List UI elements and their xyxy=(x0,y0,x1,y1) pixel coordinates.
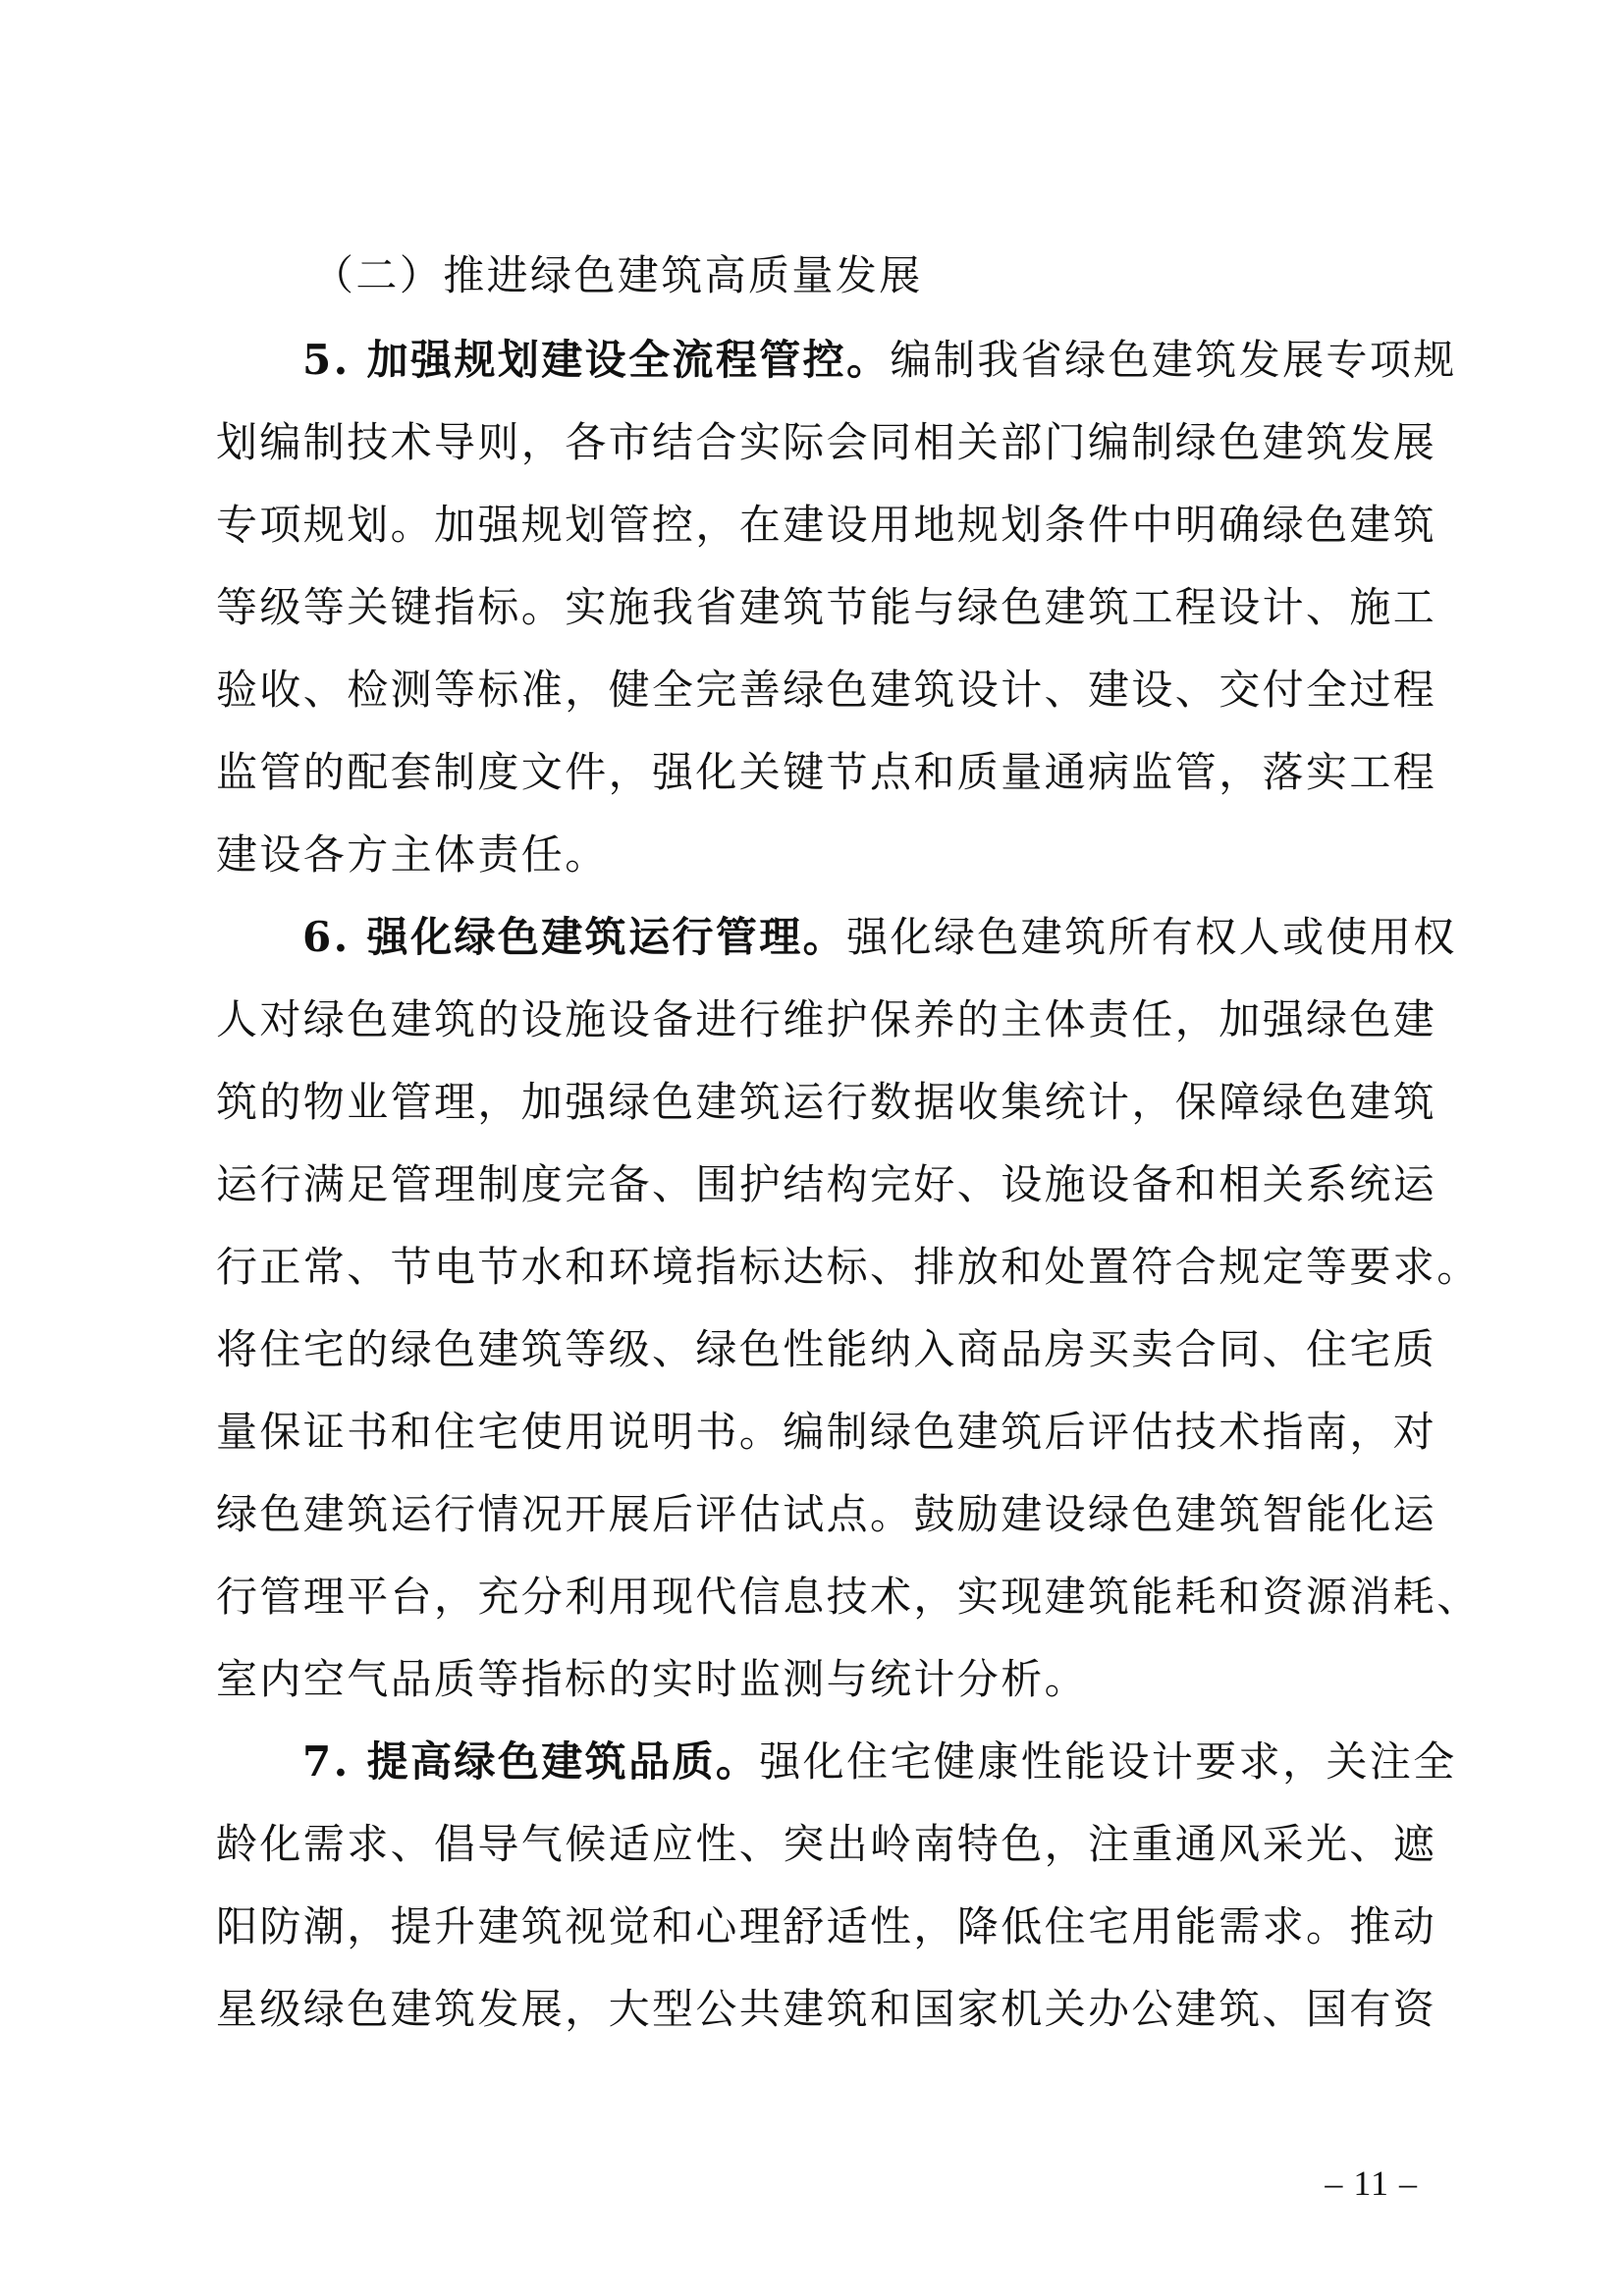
paragraph-line: 人对绿色建筑的设施设备进行维护保养的主体责任，加强绿色建 xyxy=(216,995,1437,1043)
paragraph-line: 绿色建筑运行情况开展后评估试点。鼓励建设绿色建筑智能化运 xyxy=(216,1490,1437,1538)
paragraph-line: 运行满足管理制度完备、围护结构完好、设施设备和相关系统运 xyxy=(216,1160,1437,1208)
paragraph-line: 等级等关键指标。实施我省建筑节能与绿色建筑工程设计、施工 xyxy=(216,583,1437,631)
item-6-title: 6. 强化绿色建筑运行管理。 xyxy=(302,913,847,961)
item-7-text: 强化住宅健康性能设计要求，关注全 xyxy=(759,1737,1457,1786)
section-heading: （二）推进绿色建筑高质量发展 xyxy=(312,251,923,299)
paragraph-line: 行管理平台，充分利用现代信息技术，实现建筑能耗和资源消耗、 xyxy=(216,1573,1481,1621)
paragraph-line: 龄化需求、倡导气候适应性、突出岭南特色，注重通风采光、遮 xyxy=(216,1820,1437,1868)
paragraph-item-5-first-line xyxy=(302,330,1514,391)
item-5-text: 编制我省绿色建筑发展专项规 xyxy=(890,336,1457,384)
paragraph-item-7-first-line xyxy=(302,1732,1514,1792)
paragraph-line: 筑的物业管理，加强绿色建筑运行数据收集统计，保障绿色建筑 xyxy=(216,1078,1437,1126)
paragraph-line: 室内空气品质等指标的实时监测与统计分析。 xyxy=(216,1655,1089,1703)
paragraph-line: 星级绿色建筑发展，大型公共建筑和国家机关办公建筑、国有资 xyxy=(216,1985,1437,2033)
paragraph-line: 监管的配套制度文件，强化关键节点和质量通病监管，落实工程 xyxy=(216,748,1437,796)
paragraph-line: 划编制技术导则，各市结合实际会同相关部门编制绿色建筑发展 xyxy=(216,418,1437,466)
paragraph-line: 量保证书和住宅使用说明书。编制绿色建筑后评估技术指南，对 xyxy=(216,1408,1437,1456)
paragraph-line: 将住宅的绿色建筑等级、绿色性能纳入商品房买卖合同、住宅质 xyxy=(216,1325,1437,1373)
page-number: – 11 – xyxy=(1325,2163,1418,2203)
item-6-text: 强化绿色建筑所有权人或使用权 xyxy=(846,913,1457,961)
item-5-title: 5. 加强规划建设全流程管控。 xyxy=(302,336,891,384)
paragraph-line: 专项规划。加强规划管控，在建设用地规划条件中明确绿色建筑 xyxy=(216,501,1437,549)
paragraph-line: 行正常、节电节水和环境指标达标、排放和处置符合规定等要求。 xyxy=(216,1243,1481,1291)
paragraph-item-6-first-line xyxy=(302,907,1514,968)
paragraph-line: 验收、检测等标准，健全完善绿色建筑设计、建设、交付全过程 xyxy=(216,666,1437,714)
item-7-title: 7. 提高绿色建筑品质。 xyxy=(302,1737,760,1786)
paragraph-line: 阳防潮，提升建筑视觉和心理舒适性，降低住宅用能需求。推动 xyxy=(216,1902,1437,1950)
paragraph-line: 建设各方主体责任。 xyxy=(216,830,609,879)
